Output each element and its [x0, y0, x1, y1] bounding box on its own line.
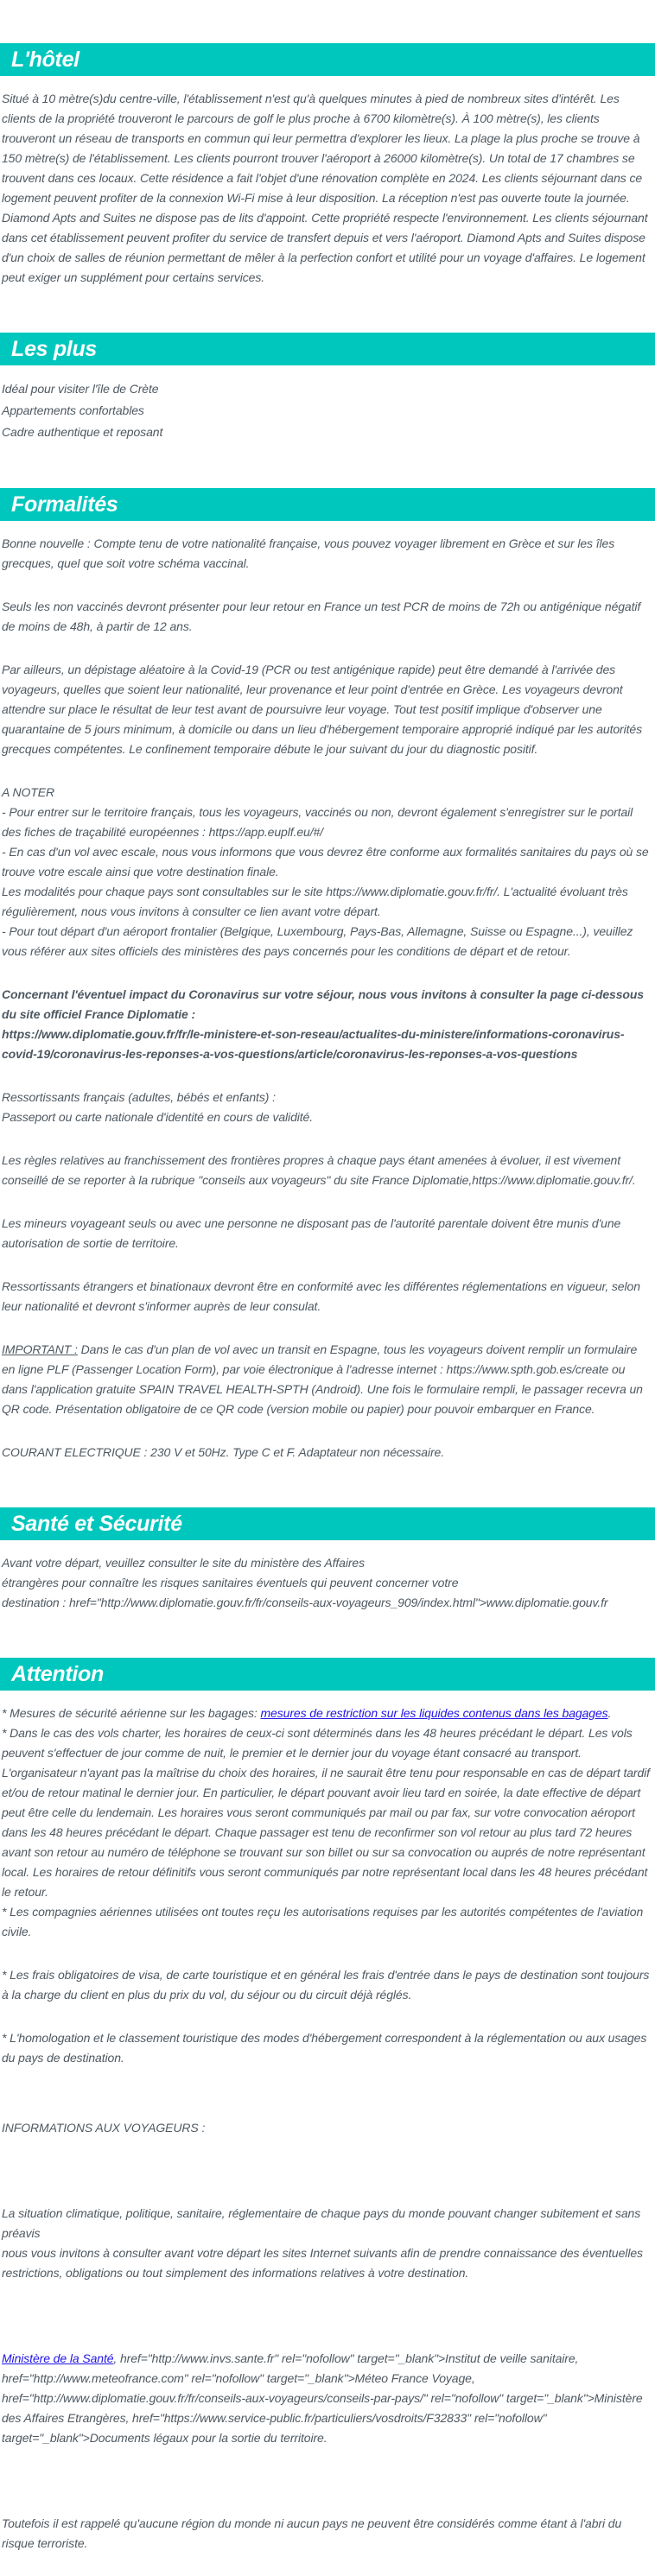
section-header-les-plus [0, 333, 655, 365]
liquides-restriction-link[interactable]: mesures de restriction sur les liquides contenus dans les bagages [260, 1706, 608, 1720]
section-title: L'hôtel [11, 47, 79, 72]
paragraph-bagages [2, 1704, 652, 1723]
paragraph-frais-visa: * Les frais obligatoires de visa, de carte touristique et en général les frais d'entrée dans le pays de destination sont toujours à la charge du client en plus du prix du vol, du séjour ou du circuit déjà réglés. [2, 1968, 650, 2002]
hotel-description: Situé à 10 mètre(s)du centre-ville, l'établissement n'est qu'à quelques minutes à pied de nombreux sites d'intérêt. Les clients de la propriété trouveront le parcours de golf le plus proche à 6700 kilomètre(s). À 100 mètre(s), les clients trouveront un réseau de transports en commun qui leur permettra d'explorer les lieux. La plage la plus proche se trouve à 150 mètre(s) de l'établissement. Les clients pourront trouver l'aéroport à 26000 kilomètre(s). Un total de 17 chambres se trouvent dans ces locaux. Cette résidence a fait l'objet d'une rénovation complète en 2024. Les clients séjournant dans ce logement peuvent profiter de la connexion Wi-Fi mise à leur disposition. La réception n'est pas ouverte toute la journée. Diamond Apts and Suites ne dispose pas de lits d'appoint. Cette propriété respecte l'environnement. Les clients séjournant dans cet établissement peuvent profiter du service de transfert depuis et vers l'aéroport. Diamond Apts and Suites dispose d'un choix de salles de réunion permettant de mêler à la perfection confort et utilité pour un voyage d'affaires. Le logement peut exiger un supplément pour certains services. [2, 92, 648, 284]
informations-voyageurs-title: INFORMATIONS AUX VOYAGEURS : [2, 2121, 206, 2135]
section-header-hotel [0, 43, 655, 76]
section-header-sante-securite [0, 1507, 655, 1540]
paragraph-important [2, 1340, 652, 1419]
paragraph-compagnies: * Les compagnies aériennes utilisées ont toutes reçu les autorisations requises par les autorités compétentes de l'aviation civile. [2, 1905, 644, 1938]
section-body-hotel [0, 89, 655, 288]
paragraph-liens-utiles [2, 2349, 652, 2448]
paragraph-etrangers: Ressortissants étrangers et binationaux devront être en conformité avec les différentes réglementations en vigueur, selon leur nationalité et devront s'informer auprès de leur consulat. [2, 1279, 640, 1313]
paragraph-bonne-nouvelle: Bonne nouvelle : Compte tenu de votre nationalité française, vous pouvez voyager librement en Grèce et sur les îles grecques, quel que soit votre schéma vaccinal. [2, 536, 615, 570]
paragraph-situation-suite: nous vous invitons à consulter avant votre départ les sites Internet suivants afin de prendre connaissance des éventuelles restrictions, obligations ou tout simplement des informations relatives à votre destination. [2, 2246, 643, 2280]
bagages-suffix: . [607, 1706, 612, 1720]
paragraph-terrorisme: Toutefois il est rappelé qu'aucune région du monde ni aucun pays ne peuvent être considérés comme étant à l'abri du risque terroriste. [2, 2516, 622, 2550]
note-line: - Pour entrer sur le territoire français, tous les voyageurs, vaccinés ou non, devront également s'enregistrer sur le portail des fiches de traçabilité européennes : https://app.euplf.eu/#/ [2, 805, 633, 839]
sante-line: Avant votre départ, veuillez consulter le site du ministère des Affaires [2, 1556, 366, 1570]
important-text: Dans le cas d'un plan de vol avec un transit en Espagne, tous les voyageurs doivent remplir un formulaire en ligne PLF (Passenger Location Form), par voie électronique à l'adresse internet : https://www.spth.gob.es/create ou dans l'application gratuite SPAIN TRAVEL HEALTH-SPTH (Android). Une fois le formulaire rempli, le passager recevra un QR code. Présentation obligatoire de ce QR code (version mobile ou papier) pour pouvoir embarquer en France. [2, 1342, 643, 1416]
paragraph-courant-electrique: COURANT ELECTRIQUE : 230 V et 50Hz. Type C et F. Adaptateur non nécessaire. [2, 1445, 445, 1459]
paragraph-concernant-url: https://www.diplomatie.gouv.fr/fr/le-ministere-et-son-reseau/actualites-du-ministere/informations-coronavirus-covid-19/coronavirus-les-reponses-a-vos-questions/article/coronavirus-les-reponses-a-vos-questions [2, 1027, 625, 1061]
section-body-attention [0, 1704, 655, 2554]
section-header-formalites [0, 488, 655, 521]
section-body-formalites [0, 534, 655, 1462]
section-title: Formalités [11, 492, 118, 517]
liens-utiles-text: , href="http://www.invs.sante.fr" rel="nofollow" target="_blank">Institut de veille sanitaire, href="http://www.meteofrance.com" rel="nofollow" target="_blank">Méteo France Voyage, href="http://www.diplomatie.gouv.fr/fr/conseils-aux-voyageurs/conseils-par-pays/" rel="nofollow" target="_blank">Ministère des Affaires Etrangères, href="https://www.service-public.fr/particuliers/vosdroits/F32833" rel="nofollow" target="_blank">Documents légaux pour la sortie du territoire. [2, 2351, 643, 2445]
sante-destination-line: destination : href="http://www.diplomatie.gouv.fr/fr/conseils-aux-voyageurs_909/index.html">www.diplomatie.gouv.fr [2, 1596, 608, 1609]
paragraph-situation: La situation climatique, politique, sanitaire, réglementaire de chaque pays du monde pouvant changer subitement et sans préavis [2, 2206, 641, 2240]
paragraph-ressortissants-1: Ressortissants français (adultes, bébés et enfants) : [2, 1090, 276, 1104]
section-title: Attention [11, 1661, 104, 1686]
paragraph-mineurs: Les mineurs voyageant seuls ou avec une personne ne disposant pas de l'autorité parentale doivent être munis d'une autorisation de sortie de territoire. [2, 1216, 621, 1250]
note-line: Les modalités pour chaque pays sont consultables sur le site https://www.diplomatie.gouv.fr/fr/. L'actualité évoluant très régulièrement, nous vous invitons à consulter ce lien avant votre départ. [2, 885, 628, 918]
paragraph-test-retour: Seuls les non vaccinés devront présenter pour leur retour en France un test PCR de moins de 72h ou antigénique négatif de moins de 48h, à partir de 12 ans. [2, 600, 641, 633]
les-plus-item: Cadre authentique et reposant [2, 425, 163, 439]
les-plus-item: Idéal pour visiter l'île de Crète [2, 382, 159, 396]
paragraph-vols-charter: * Dans le cas des vols charter, les horaires de ceux-ci sont déterminés dans les 48 heures précédant le départ. Les vols peuvent s'effectuer de jour comme de nuit, le premier et le dernier jour du voyage étant consacré au transport. L'organisateur n'ayant pas la maîtrise du choix des horaires, il ne saurait être tenu pour responsable en cas de départ tardif et/ou de retour matinal le dernier jour. En particulier, le départ pouvant avoir lieu tard en soirée, la date effective de départ peut être celle du lendemain. Les horaires vous seront communiqués par mail ou par fax, sur votre convocation aéroport dans les 48 heures précédant le départ. Chaque passager est tenu de reconfirmer son vol retour au plus tard 72 heures avant son retour au numéro de téléphone se trouvant sur son billet ou sur sa convocation ou auprés de notre représentant local. Les horaires de retour définitifs vous seront communiqués par notre représentant local dans les 48 heures précédant le retour. [2, 1726, 650, 1899]
section-header-attention [0, 1658, 655, 1691]
note-line: - En cas d'un vol avec escale, nous vous informons que vous devrez être conforme aux formalités sanitaires du pays où se trouve votre escale ainsi que votre destination finale. [2, 845, 649, 879]
bagages-text: * Mesures de sécurité aérienne sur les bagages: [2, 1706, 261, 1720]
ministere-sante-link[interactable]: Ministère de la Santé [2, 2351, 114, 2365]
note-line: - Pour tout départ d'un aéroport frontalier (Belgique, Luxembourg, Pays-Bas, Allemagne, Suisse ou Espagne...), veuillez vous référer aux sites officiels des ministères des pays concernés pour les conditions de départ et de retour. [2, 924, 633, 958]
paragraph-homologation: * L'homologation et le classement touristique des modes d'hébergement correspondent à la réglementation ou aux usages du pays de destination. [2, 2031, 647, 2065]
section-title: Les plus [11, 336, 98, 361]
note-title: A NOTER [2, 785, 55, 799]
paragraph-regles: Les règles relatives au franchissement des frontières propres à chaque pays étant amenées à évoluer, il est vivement conseillé de se reporter à la rubrique "conseils aux voyageurs" du site France Diplomatie,https://www.diplomatie.gouv.fr/. [2, 1153, 636, 1187]
sante-line: étrangères pour connaître les risques sanitaires éventuels qui peuvent concerner votre [2, 1576, 459, 1589]
les-plus-item: Appartements confortables [2, 403, 144, 417]
section-title: Santé et Sécurité [11, 1511, 182, 1536]
section-body-les-plus [0, 378, 655, 443]
paragraph-concernant: Concernant l'éventuel impact du Coronavirus sur votre séjour, nous vous invitons à consulter la page ci-dessous du site officiel France Diplomatie : [2, 987, 644, 1021]
important-label: IMPORTANT : [2, 1342, 78, 1356]
section-body-sante-securite [0, 1553, 655, 1613]
paragraph-depistage: Par ailleurs, un dépistage aléatoire à la Covid-19 (PCR ou test antigénique rapide) peut être demandé à l'arrivée des voyageurs, quelles que soient leur nationalité, leur provenance et leur point d'entrée en Grèce. Les voyageurs devront attendre sur place le résultat de leur test avant de poursuivre leur voyage. Tout test positif implique d'observer une quarantaine de 5 jours minimum, à domicile ou dans un lieu d'hébergement temporaire approprié indiqué par les autorités grecques compétentes. Le confinement temporaire débute le jour suivant du jour du diagnostic positif. [2, 663, 642, 756]
paragraph-ressortissants-2: Passeport ou carte nationale d'identité en cours de validité. [2, 1110, 314, 1124]
